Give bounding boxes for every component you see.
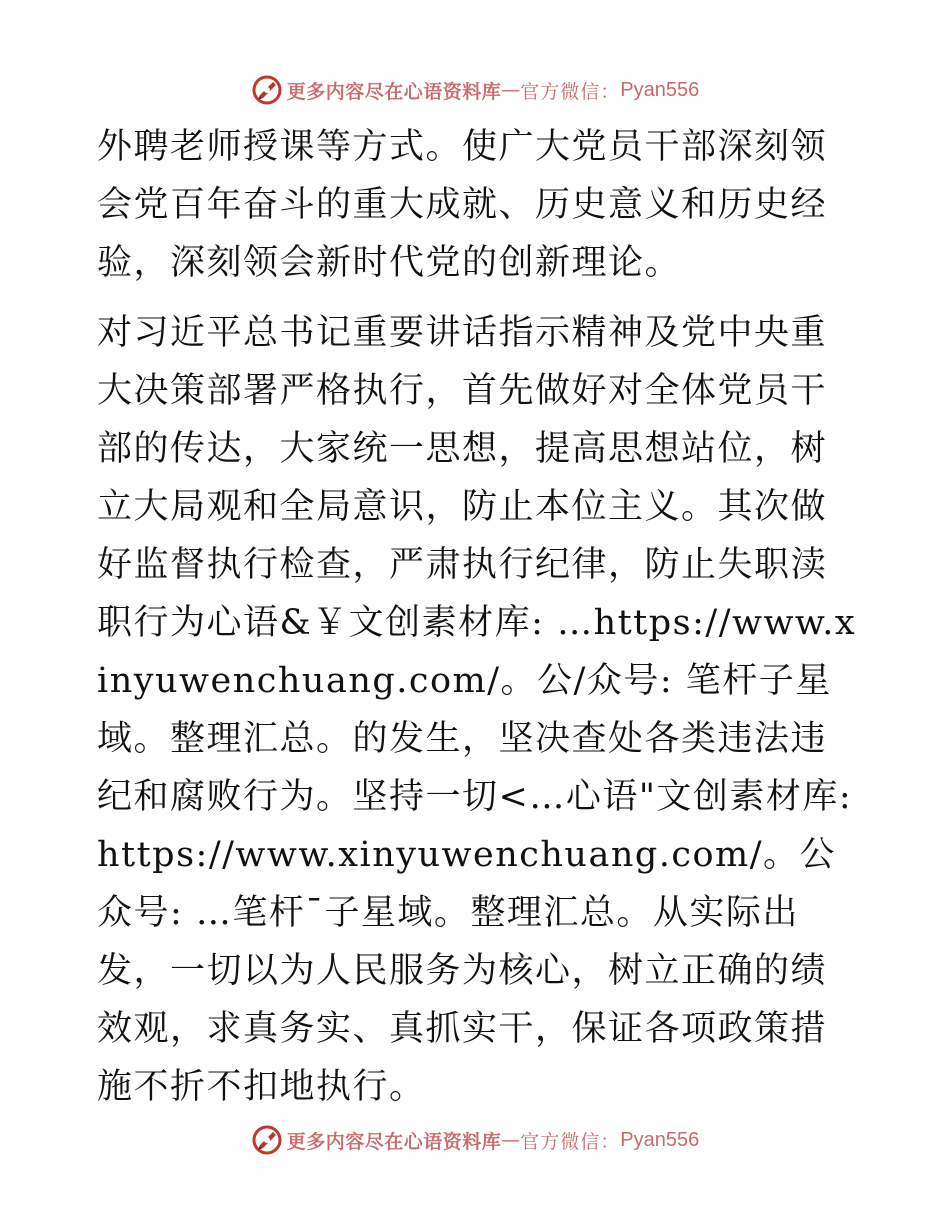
banner-wechat-id: Pyan556 [620,1128,700,1151]
logo-icon [251,74,283,106]
banner-wechat-label: 官方微信： [520,1130,621,1153]
paragraph-2: 对习近平总书记重要讲话指示精神及党中央重大决策部署严格执行，首先做好对全体党员干部的传达，大家统一思想，提高思想站位，树立大局观和全局意识，防止本位主义。其次做好监督执行检查，严肃执行纪律，防止失职渎职行为心语&￥文创素材库: …https://www.xinyuwenchuang.com/。公/众号: 笔杆子星域。整理汇总。的发生，坚决查处各类违法违纪和腐败行为。坚持一切<…心语"文创素材库: https://www.xinyuwenchuang.com/。公众号: …笔杆¯子星域。整理汇总。从实际出发，一切以为人民服务为核心，树立正确的绩效观，求真务实、真抓实干，保证各项政策措施不折不扣地执行。 [97,313,857,1107]
banner-separator: — [501,1129,521,1151]
paragraph-1: 外聘老师授课等方式。使广大党员干部深刻领会党百年奋斗的重大成就、历史意义和历史经验，深刻领会新时代党的创新理论。 [97,127,828,283]
banner-wechat-label: 官方微信： [520,80,621,103]
banner-separator: — [501,79,521,101]
banner-wechat-id: Pyan556 [620,78,700,101]
banner-site-text: 更多内容尽在心语资料库 [286,1130,502,1153]
logo-icon [251,1124,283,1156]
footer-banner [0,1120,950,1160]
header-banner [0,70,950,110]
document-body [97,118,857,1116]
banner-site-text: 更多内容尽在心语资料库 [286,80,502,103]
